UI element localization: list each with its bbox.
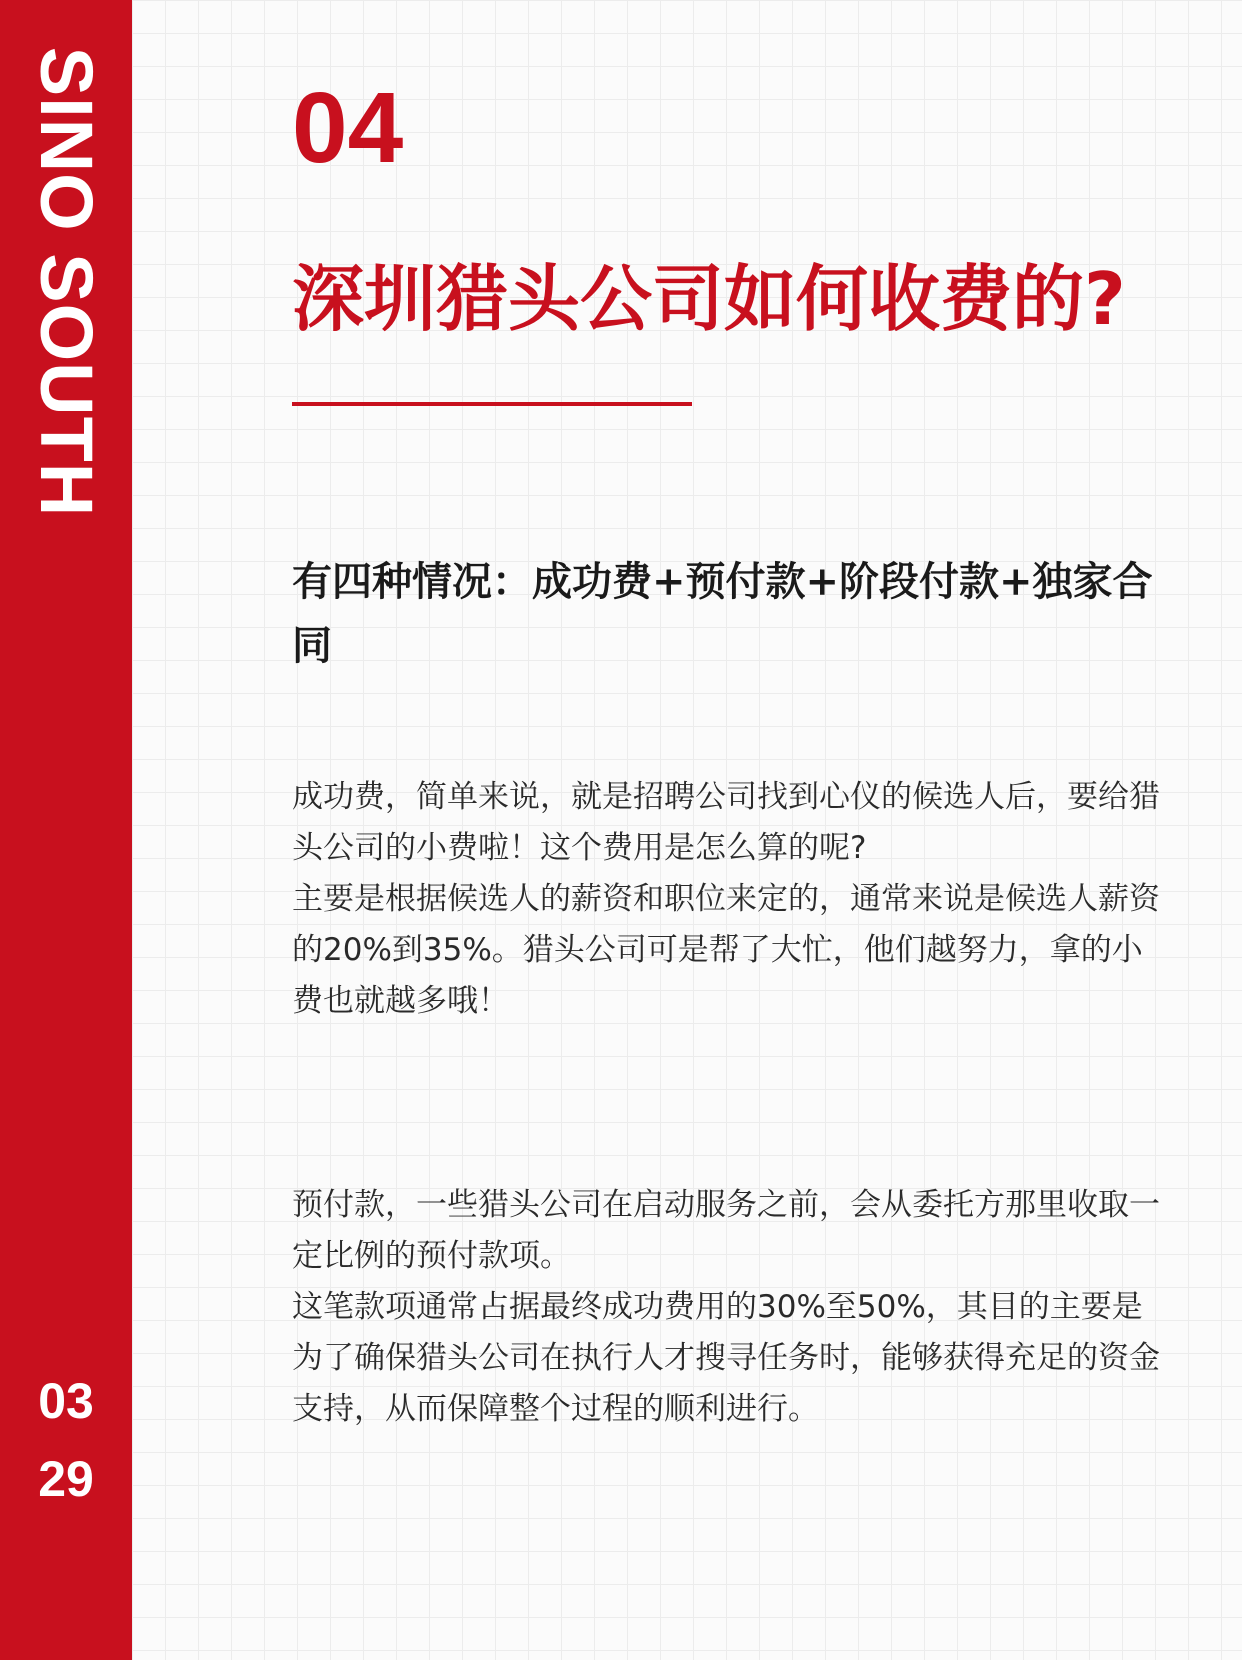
sidebar [0, 0, 132, 1660]
paragraph-line: 这笔款项通常占据最终成功费用的30%至50%，其目的主要是为了确保猎头公司在执行人才搜寻任务时，能够获得充足的资金支持，从而保障整个过程的顺利进行。 [292, 1289, 1160, 1427]
date-month: 03 [38, 1373, 94, 1429]
paragraph-line: 主要是根据候选人的薪资和职位来定的，通常来说是候选人薪资的20%到35%。猎头公司可是帮了大忙，他们越努力，拿的小费也就越多哦！ [292, 881, 1160, 1019]
brand-vertical-text: SINO SOUTH [25, 46, 108, 518]
paragraph-success-fee [292, 772, 1172, 1027]
subtitle: 有四种情况：成功费+预付款+阶段付款+独家合同 [292, 558, 1153, 669]
date-day: 29 [38, 1451, 94, 1507]
paragraph-prepayment [292, 1180, 1172, 1435]
page-title: 深圳猎头公司如何收费的? [292, 257, 1126, 341]
title-divider [292, 402, 692, 406]
paragraph-line: 预付款，一些猎头公司在启动服务之前，会从委托方那里收取一定比例的预付款项。 [292, 1187, 1160, 1274]
page-number: 04 [292, 72, 404, 184]
paragraph-line: 成功费，简单来说，就是招聘公司找到心仪的候选人后，要给猎头公司的小费啦！这个费用是怎么算的呢? [292, 779, 1160, 866]
